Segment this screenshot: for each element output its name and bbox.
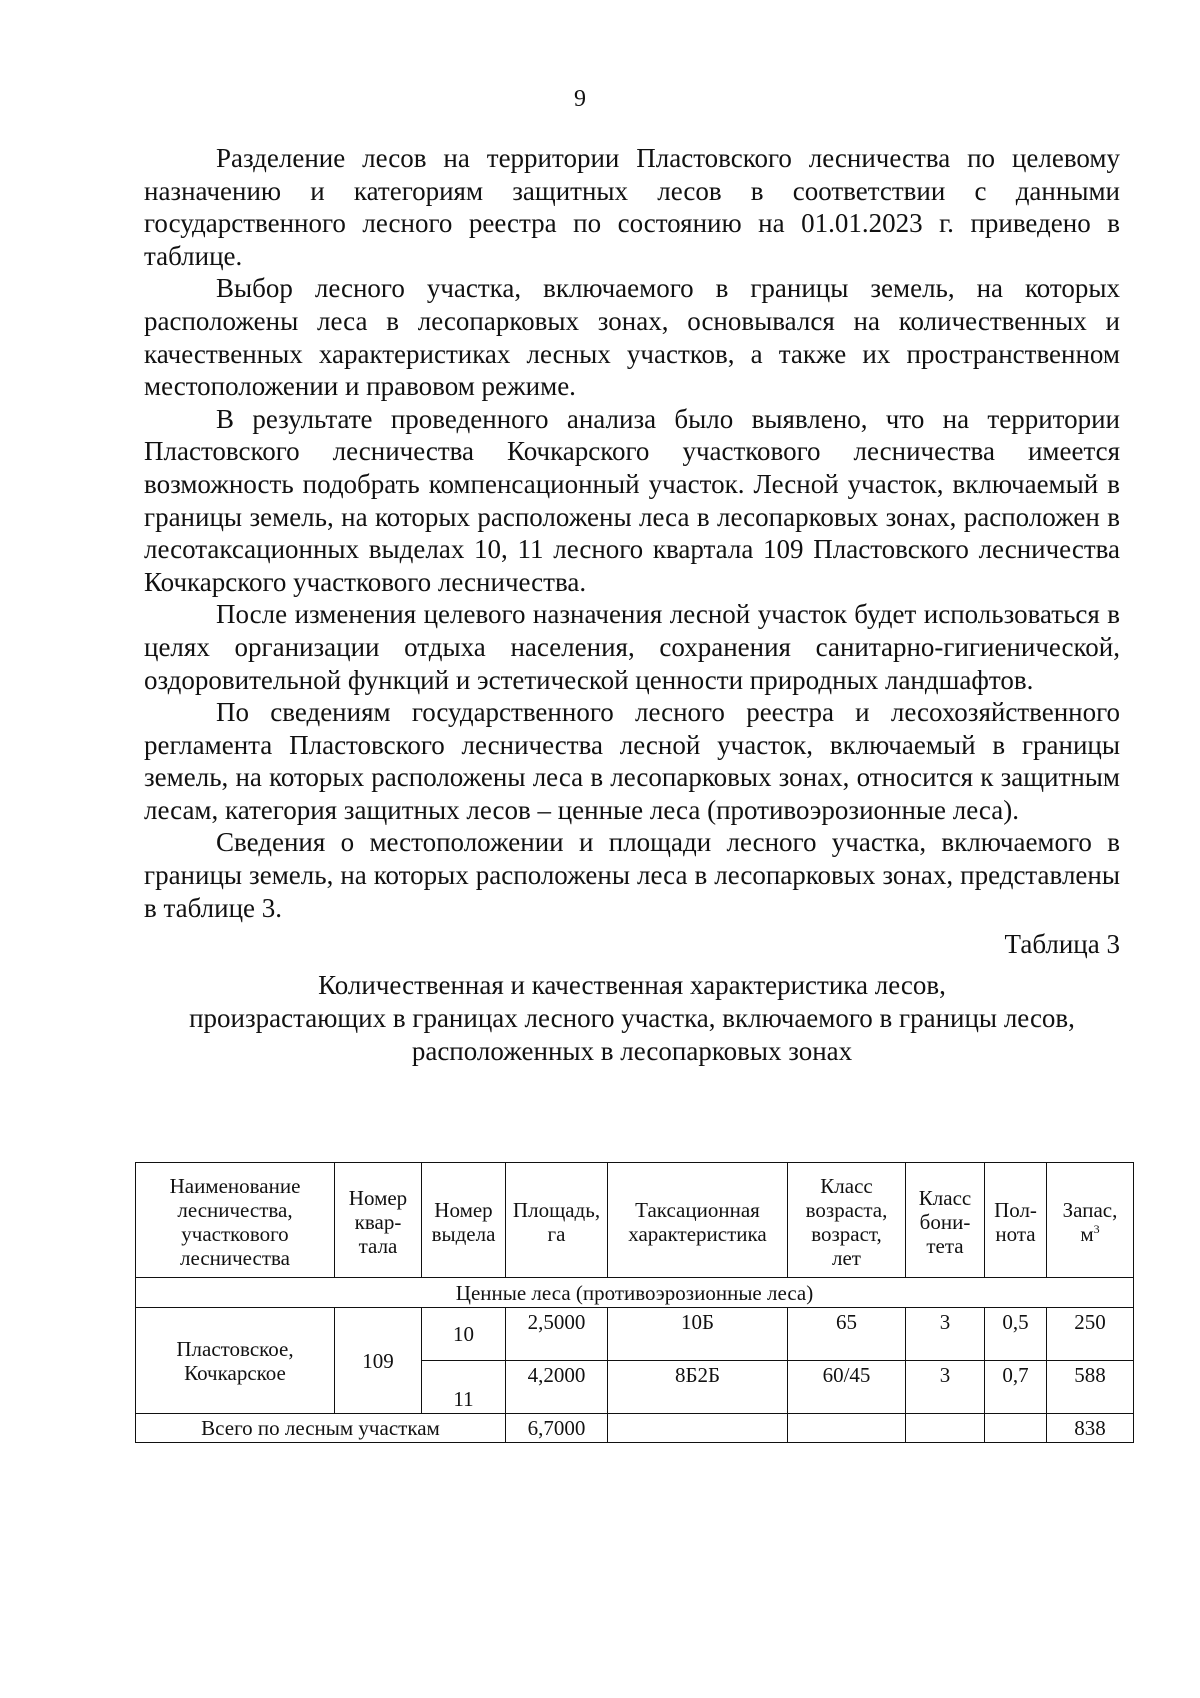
paragraph: В результате проведенного анализа было выявлено, что на территории Пластовского лесничества Кочкарского участкового лесничества имеется возможность подобрать компенсационный участок. Лесной участок, включаемый в границы земель, на которых расположены леса в лесопарковых зонах, расположен в лесотаксационных выделах 10, 11 лесного квартала 109 Пластовского лесничества Кочкарского участкового лесничества. [144,403,1120,597]
table-label: Таблица 3 [1004,929,1120,960]
document-body [144,142,1120,1068]
cell-area: 4,2000 [506,1361,608,1414]
total-density [985,1414,1047,1443]
total-age [788,1414,906,1443]
cell-bonitet: 3 [906,1361,985,1414]
paragraph: Выбор лесного участка, включаемого в границы земель, на которых расположены леса в лесопарковых зонах, основывался на количественных и качественных характеристиках лесных участков, а также их пространственном местоположении и правовом режиме. [144,273,1120,402]
cell-age: 65 [788,1308,906,1361]
header-forestry: Наименование лесничества, участкового лесничества [136,1163,335,1278]
header-quarter: Номер квар- тала [335,1163,422,1278]
page-number: 9 [574,86,586,112]
total-taxation [608,1414,788,1443]
cell-taxation: 10Б [608,1308,788,1361]
table-row [136,1308,1134,1361]
table-title-line: Количественная и качественная характеристика лесов, [318,969,946,1000]
header-area: Площадь, га [506,1163,608,1278]
total-row [136,1414,1134,1443]
category-row [136,1278,1134,1308]
table-title-line: произрастающих в границах лесного участка, включаемого в границы лесов, [189,1002,1075,1033]
forest-characteristics-table [135,1162,1134,1443]
table-header-row [136,1163,1134,1278]
cell-stock: 250 [1047,1308,1134,1361]
total-label: Всего по лесным участкам [136,1414,506,1443]
header-age: Класс возраста, возраст, лет [788,1163,906,1278]
cell-quarter: 109 [335,1308,422,1414]
total-stock: 838 [1047,1414,1134,1443]
category-cell: Ценные леса (противоэрозионные леса) [136,1278,1134,1308]
table-title [144,969,1120,1068]
header-stock-label: Запас, м [1062,1198,1118,1246]
header-plot: Номер выдела [422,1163,506,1278]
cell-bonitet: 3 [906,1308,985,1361]
header-bonitet: Класс бони- тета [906,1163,985,1278]
cell-forestry: Пластовское, Кочкарское [136,1308,335,1414]
table-title-line: расположенных в лесопарковых зонах [411,1035,853,1066]
cell-stock: 588 [1047,1361,1134,1414]
cell-density: 0,7 [985,1361,1047,1414]
cell-plot: 10 [422,1308,506,1361]
paragraph: После изменения целевого назначения лесной участок будет использоваться в целях организации отдыха населения, сохранения санитарно-гигиенической, оздоровительной функций и эстетической ценности природных ландшафтов. [144,599,1120,695]
cell-density: 0,5 [985,1308,1047,1361]
header-stock-superscript: 3 [1093,1222,1100,1236]
header-density: Пол- нота [985,1163,1047,1278]
paragraph: По сведениям государственного лесного реестра и лесохозяйственного регламента Пластовского лесничества лесной участок, включаемый в границы земель, на которых расположены леса в лесопарковых зонах, относится к защитным лесам, категория защитных лесов – ценные леса (противоэрозионные леса). [144,697,1120,825]
cell-taxation: 8Б2Б [608,1361,788,1414]
header-stock [1047,1163,1134,1278]
total-area: 6,7000 [506,1414,608,1443]
paragraph: Разделение лесов на территории Пластовского лесничества по целевому назначению и категориям защитных лесов в соответствии с данными государственного лесного реестра по состоянию на 01.01.2023 г. приведено в таблице. [144,143,1120,271]
cell-age: 60/45 [788,1361,906,1414]
header-taxation: Таксационная характеристика [608,1163,788,1278]
paragraph: Сведения о местоположении и площади лесного участка, включаемого в границы земель, на которых расположены леса в лесопарковых зонах, представлены в таблице 3. [144,827,1120,923]
cell-area: 2,5000 [506,1308,608,1361]
cell-plot: 11 [422,1361,506,1414]
total-bonitet [906,1414,985,1443]
